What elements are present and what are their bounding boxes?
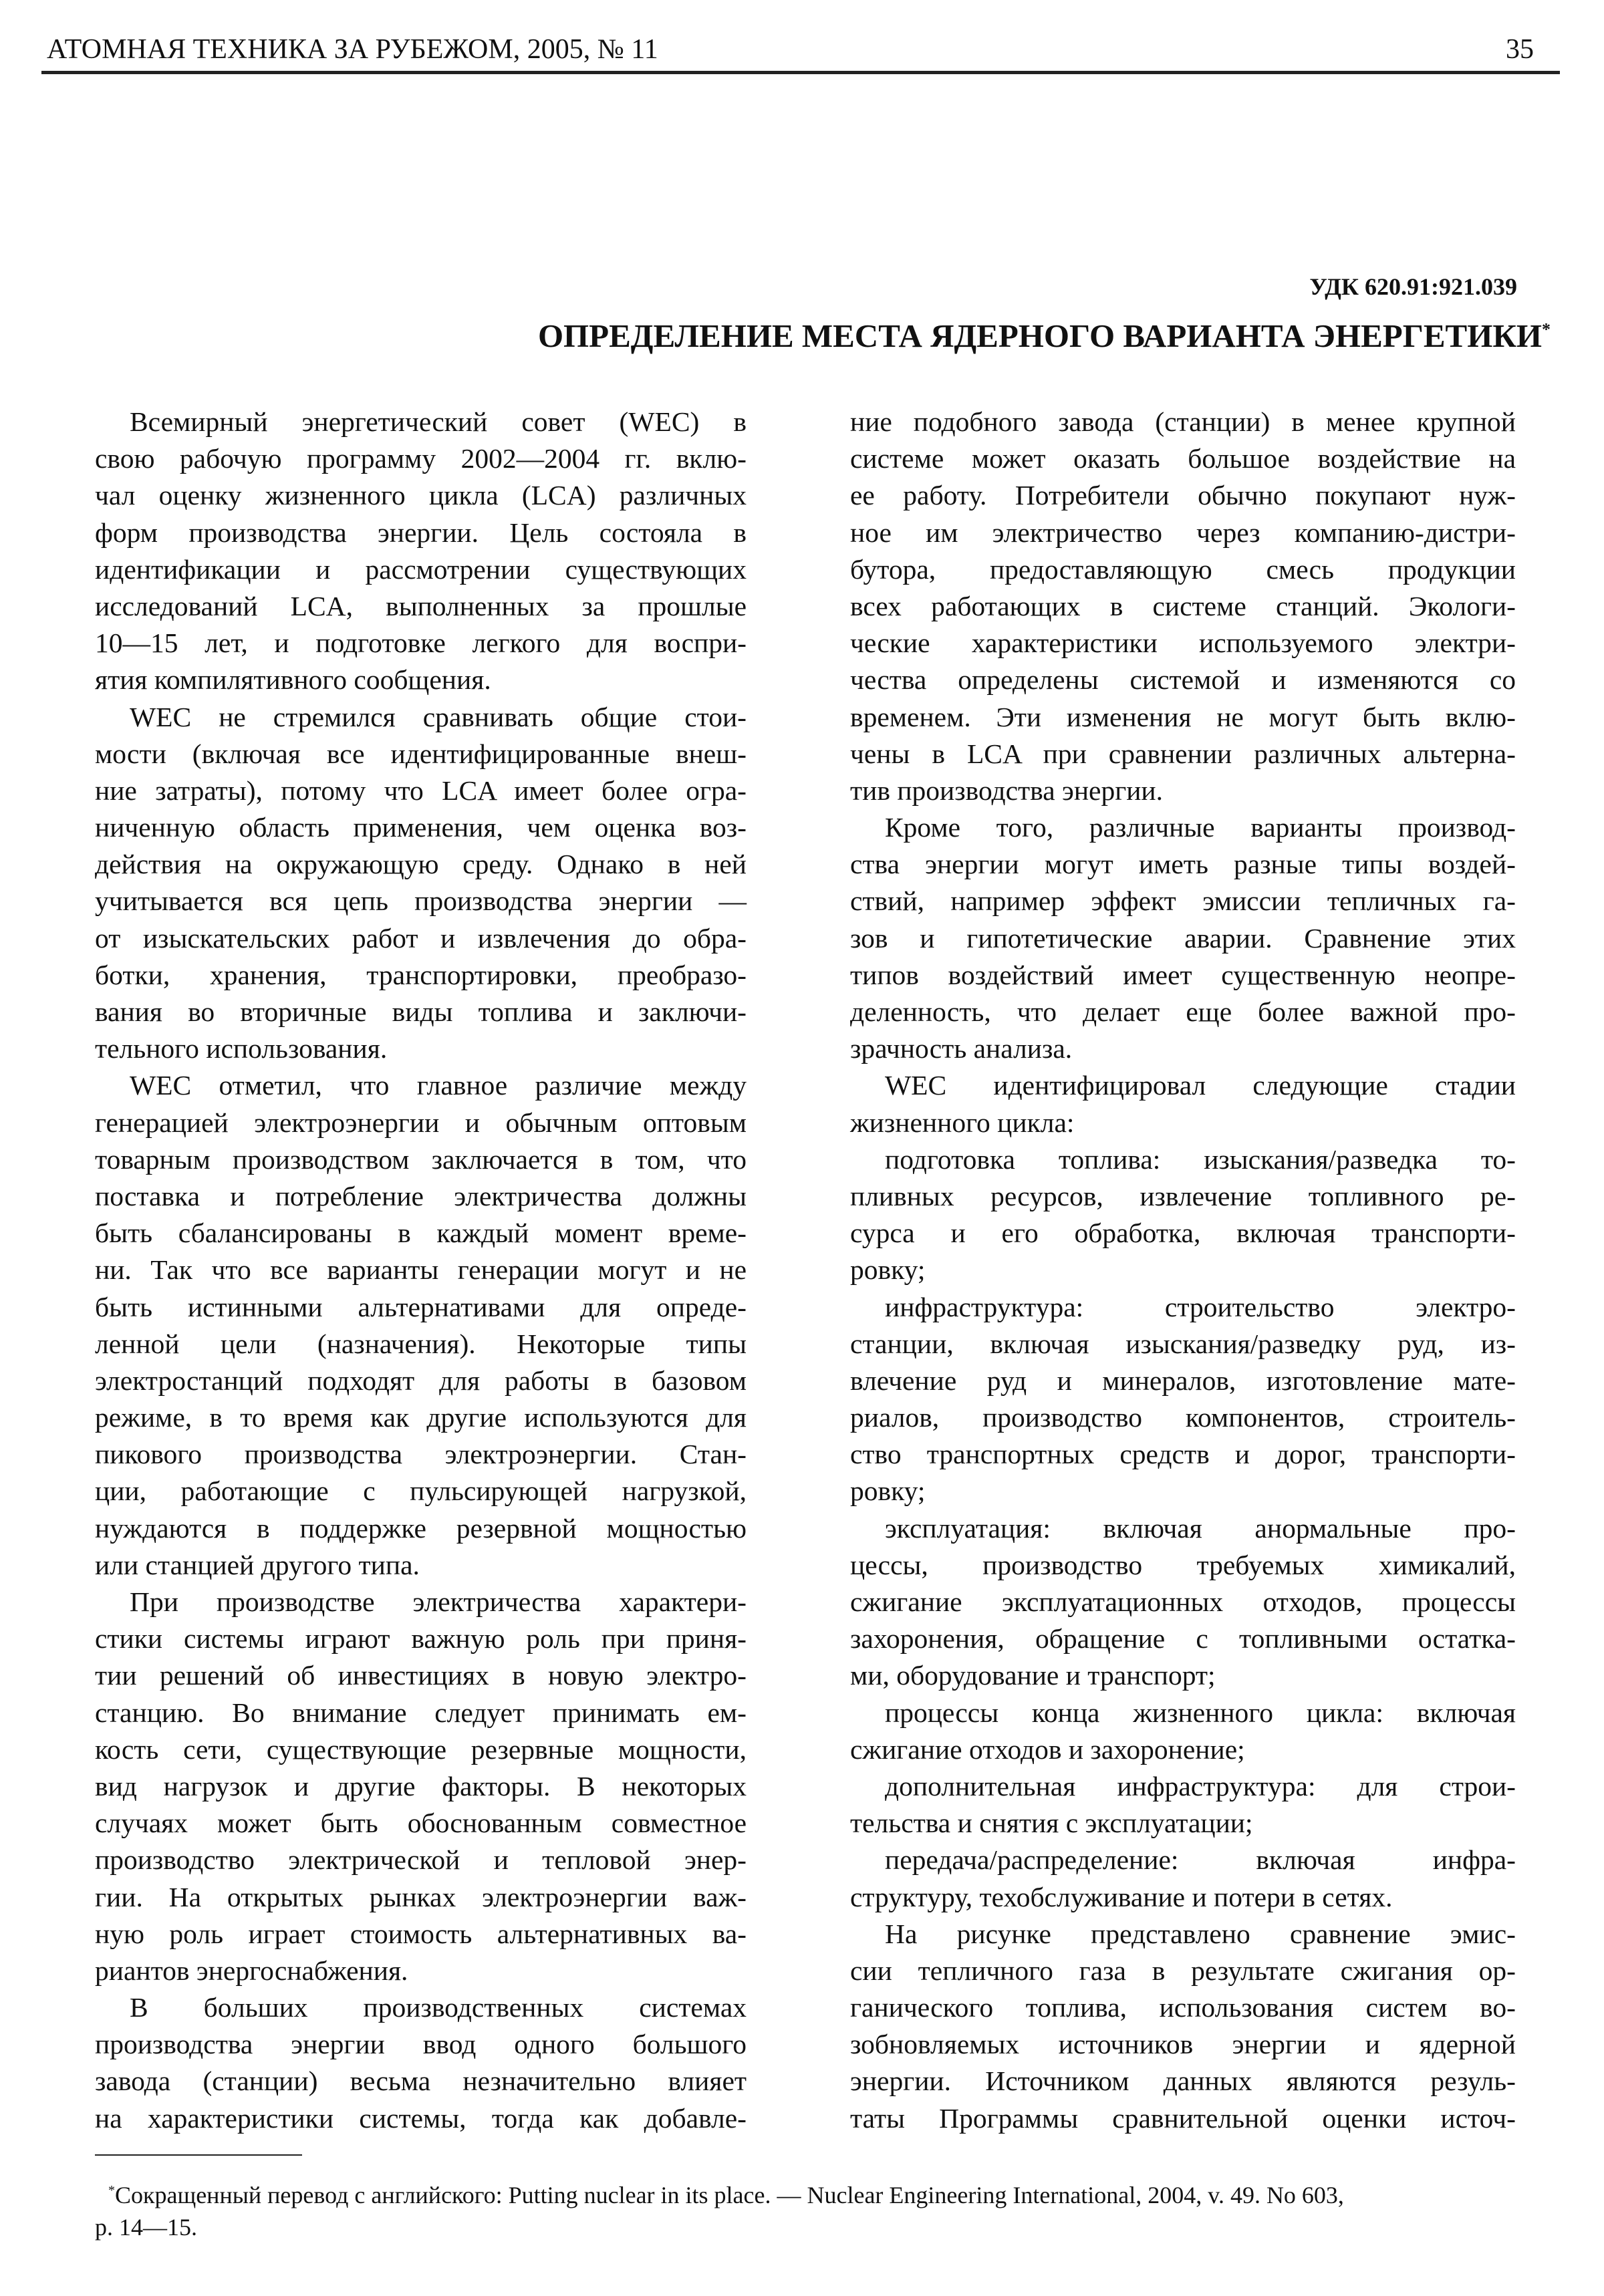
text-line: от изыскательских работ и извлечения до обра- [95, 922, 747, 954]
text-line: ганического топлива, использования систем во- [850, 1992, 1516, 2023]
text-line: дополнительная инфраструктура: для строи- [885, 1770, 1516, 1802]
text-line: чены в LCA при сравнении различных альтерна- [850, 738, 1516, 769]
text-line: станции, включая изыскания/разведку руд, из- [850, 1328, 1516, 1359]
text-line: ровку; [850, 1254, 926, 1286]
udk-code: УДК 620.91:921.039 [1309, 273, 1517, 300]
text-line: ни. Так что все варианты генерации могут и не [95, 1254, 747, 1286]
text-line: захоронения, обращение с топливными остатка- [850, 1623, 1516, 1655]
text-line: эксплуатация: включая анормальные про- [885, 1512, 1516, 1544]
text-line: ниченную область применения, чем оценка воз- [95, 812, 747, 843]
footnote-line: p. 14—15. [95, 2214, 197, 2241]
text-line: случаях может быть обоснованным совместное [95, 1808, 747, 1839]
text-line: таты Программы сравнительной оценки источ- [850, 2102, 1516, 2134]
journal-title: АТОМНАЯ ТЕХНИКА ЗА РУБЕЖОМ, 2005, № 11 [47, 34, 658, 65]
text-line: деленность, что делает еще более важной про- [850, 996, 1516, 1027]
text-line: WEC не стремился сравнивать общие стои- [130, 701, 747, 732]
footnote [95, 2174, 1559, 2243]
footnote-mark: * [1542, 319, 1551, 339]
text-line: тельного использования. [95, 1033, 388, 1064]
text-line: или станцией другого типа. [95, 1549, 420, 1580]
text-line: быть истинными альтернативами для опреде- [95, 1291, 747, 1322]
text-line: цессы, производство требуемых химикалий, [850, 1549, 1516, 1580]
text-line: сии тепличного газа в результате сжигания ор- [850, 1955, 1516, 1986]
text-line: бутора, предоставляющую смесь продукции [850, 553, 1516, 585]
text-line: ство транспортных средств и дорог, транспорти- [850, 1439, 1516, 1470]
text-line: ние подобного завода (станции) в менее крупной [850, 406, 1516, 437]
text-line: влечение руд и минералов, изготовление мате- [850, 1365, 1516, 1396]
page-number: 35 [1506, 34, 1534, 65]
text-line: На рисунке представлено сравнение эмис- [885, 1918, 1516, 1949]
text-line: ровку; [850, 1475, 926, 1507]
right-column [850, 404, 1516, 2137]
text-line: тельства и снятия с эксплуатации; [850, 1808, 1253, 1839]
text-line: вид нагрузок и другие факторы. В некоторых [95, 1770, 747, 1802]
text-line: свою рабочую программу 2002—2004 гг. вклю- [95, 443, 747, 474]
text-line: тив производства энергии. [850, 774, 1164, 806]
text-line: на характеристики системы, тогда как добавле- [95, 2102, 747, 2134]
text-line: При производстве электричества характери- [130, 1586, 747, 1617]
text-line: чал оценку жизненного цикла (LCA) различных [95, 480, 747, 511]
text-line: Всемирный энергетический совет (WEC) в [130, 406, 747, 437]
text-line: ми, оборудование и транспорт; [850, 1660, 1216, 1691]
text-line: ленной цели (назначения). Некоторые типы [95, 1328, 747, 1359]
text-line: всех работающих в системе станций. Экологи- [850, 590, 1516, 621]
text-line: инфраструктура: строительство электро- [885, 1291, 1516, 1322]
text-line: производства энергии ввод одного большого [95, 2029, 747, 2060]
text-line: ние затраты), потому что LCA имеет более огра- [95, 774, 747, 806]
text-line: ства энергии могут иметь разные типы воздей- [850, 849, 1516, 880]
header-rule [41, 71, 1560, 74]
text-line: нуждаются в поддержке резервной мощностью [95, 1512, 747, 1544]
text-line: риалов, производство компонентов, строитель- [850, 1402, 1516, 1433]
text-line: энергии. Источником данных являются резуль- [850, 2065, 1516, 2097]
text-line: структуру, техобслуживание и потери в сетях. [850, 1881, 1393, 1912]
article-title-text: ОПРЕДЕЛЕНИЕ МЕСТА ЯДЕРНОГО ВАРИАНТА ЭНЕРГЕТИКИ [537, 317, 1542, 354]
text-line: жизненного цикла: [850, 1107, 1075, 1138]
footnote-rule [95, 2154, 302, 2156]
text-line: сжигание отходов и захоронение; [850, 1733, 1245, 1765]
text-line: процессы конца жизненного цикла: включая [885, 1697, 1516, 1728]
text-line: учитывается вся цепь производства энергии — [95, 885, 747, 917]
text-line: типов воздействий имеет существенную неопре- [850, 959, 1516, 990]
text-line: завода (станции) весьма незначительно влияет [95, 2065, 747, 2097]
text-line: сурса и его обработка, включая транспорти- [850, 1217, 1516, 1249]
text-line: мости (включая все идентифицированные внеш- [95, 738, 747, 769]
text-line: передача/распределение: включая инфра- [885, 1844, 1516, 1876]
text-line: 10—15 лет, и подготовке легкого для воспри- [95, 627, 747, 659]
text-line: чества определены системой и изменяются со [850, 664, 1516, 696]
text-line: ческие характеристики используемого электри- [850, 627, 1516, 659]
text-line: действия на окружающую среду. Однако в ней [95, 849, 747, 880]
text-line: зрачность анализа. [850, 1033, 1073, 1064]
text-line: WEC отметил, что главное различие между [130, 1070, 747, 1101]
text-line: риантов энергоснабжения. [95, 1955, 408, 1986]
text-line: поставка и потребление электричества должны [95, 1180, 747, 1211]
left-column [95, 404, 747, 2137]
text-line: В больших производственных системах [130, 1992, 747, 2023]
text-line: вания во вторичные виды топлива и заключи- [95, 996, 747, 1027]
text-line: системе может оказать большое воздействие на [850, 443, 1516, 474]
text-line: электростанций подходят для работы в базовом [95, 1365, 747, 1396]
text-line: зов и гипотетические аварии. Сравнение этих [850, 922, 1516, 954]
text-line: ции, работающие с пульсирующей нагрузкой, [95, 1475, 747, 1507]
footnote-mark: * [108, 2183, 115, 2198]
text-line: пливных ресурсов, извлечение топливного ре- [850, 1180, 1516, 1211]
text-line: идентификации и рассмотрении существующих [95, 553, 747, 585]
article-title [538, 317, 1551, 355]
text-line: ствий, например эффект эмиссии тепличных га- [850, 885, 1516, 917]
text-line: сжигание эксплуатационных отходов, процессы [850, 1586, 1516, 1617]
text-line: кость сети, существующие резервные мощности, [95, 1733, 747, 1765]
text-line: ную роль играет стоимость альтернативных ва- [95, 1918, 747, 1949]
text-line: тии решений об инвестициях в новую электро- [95, 1660, 747, 1691]
text-line: зобновляемых источников энергии и ядерной [850, 2029, 1516, 2060]
text-line: временем. Эти изменения не могут быть вклю- [850, 701, 1516, 732]
text-line: пикового производства электроэнергии. Стан- [95, 1439, 747, 1470]
text-line: режиме, в то время как другие используются для [95, 1402, 747, 1433]
text-line: исследований LCA, выполненных за прошлые [95, 590, 747, 621]
text-line: производство электрической и тепловой энер- [95, 1844, 747, 1876]
text-line: ее работу. Потребители обычно покупают нуж- [850, 480, 1516, 511]
text-line: ботки, хранения, транспортировки, преобразо- [95, 959, 747, 990]
text-line: ное им электричество через компанию-дистри- [850, 517, 1516, 548]
text-line: подготовка топлива: изыскания/разведка то- [885, 1143, 1516, 1175]
text-line: Кроме того, различные варианты производ- [885, 812, 1516, 843]
text-line: товарным производством заключается в том, что [95, 1143, 747, 1175]
text-line: генерацией электроэнергии и обычным оптовым [95, 1107, 747, 1138]
text-line: быть сбалансированы в каждый момент време- [95, 1217, 747, 1249]
text-line: станцию. Во внимание следует принимать ем- [95, 1697, 747, 1728]
text-line: форм производства энергии. Цель состояла в [95, 517, 747, 548]
footnote-line: Сокращенный перевод с английского: Putting nuclear in its place. — Nuclear Engineering International, 2004, v. 49. No 603, [115, 2182, 1344, 2208]
text-line: WEC идентифицировал следующие стадии [885, 1070, 1516, 1101]
text-line: ятия компилятивного сообщения. [95, 664, 491, 696]
text-line: стики системы играют важную роль при приня- [95, 1623, 747, 1655]
text-line: гии. На открытых рынках электроэнергии важ- [95, 1881, 747, 1912]
